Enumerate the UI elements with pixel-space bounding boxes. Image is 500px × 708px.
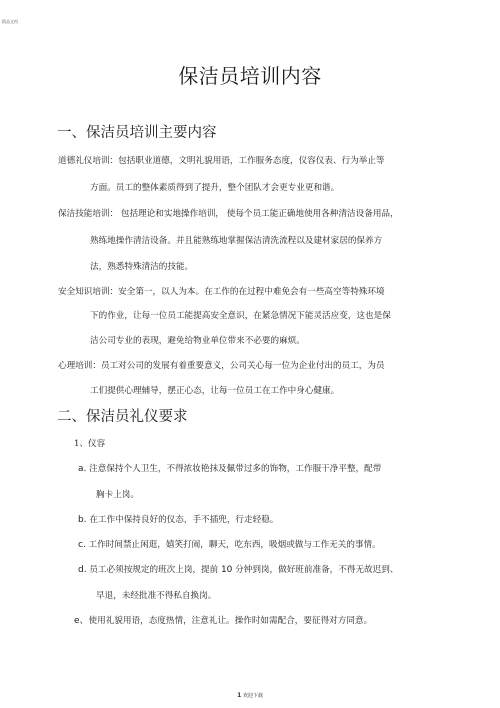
list-text: 工作时间禁止闲逛，嬉笑打闹，聊天，吃东西，吸烟或做与工作无关的事情。 xyxy=(88,540,381,550)
page-number: 1 xyxy=(237,692,242,699)
list-text: 在工作中保持良好的仪态，手不插兜，行走轻稳。 xyxy=(89,515,279,525)
paragraph-line: 道德礼仪培训：包括职业道德，文明礼貌用语，工作服务态度，仪容仪表、行为举止等 xyxy=(58,156,385,166)
paragraph-line: 下的作业，让每一位员工能提高安全意识，在紧急情况下能灵活应变，这也是保 xyxy=(90,311,391,321)
list-text: 使用礼貌用语，态度热情，注意礼让。操作时如需配合，要征得对方同意。 xyxy=(88,616,373,626)
paragraph-line: 心理培训：员工对公司的发展有着重要意义，公司关心每一位为企业付出的员工，为员 xyxy=(58,361,385,371)
list-marker: e、 xyxy=(74,616,89,626)
page-title: 保洁员培训内容 xyxy=(178,64,322,88)
list-item-continuation: 胸卡上岗。 xyxy=(96,490,139,500)
list-marker: d. xyxy=(78,565,87,575)
footer-label: 欢迎下载 xyxy=(242,693,263,699)
list-item-e xyxy=(74,613,372,626)
paragraph-line: 洁公司专业的表现，避免给物业单位带来不必要的麻烦。 xyxy=(90,336,305,346)
paragraph-line: 工们提供心理辅导，摆正心态，让每一位员工在工作中身心健康。 xyxy=(90,386,340,396)
paragraph-line: 安全知识培训：安全第一，以人为本。在工作的在过程中难免会有一些高空等特殊环境 xyxy=(58,287,385,297)
sub-heading: 1、仪容 xyxy=(74,439,106,449)
list-number: 10 xyxy=(220,565,233,575)
list-marker: a. xyxy=(78,464,87,474)
page-footer xyxy=(0,692,500,699)
section-heading-1: 一、保洁员培训主要内容 xyxy=(57,125,217,141)
paragraph-line: 方面。员工的整体素质得到了提升，整个团队才会更专业更和谐。 xyxy=(90,183,340,193)
list-item-d xyxy=(78,563,398,575)
list-text: 注意保持个人卫生，不得浓妆艳抹及佩带过多的饰物，工作服干净平整，配带 xyxy=(89,464,382,474)
list-item-continuation: 早退，未经批准不得私自换岗。 xyxy=(96,591,217,601)
list-item-a xyxy=(78,462,381,474)
section-heading-2: 二、保洁员礼仪要求 xyxy=(57,409,188,425)
corner-watermark: 精品文档 xyxy=(2,19,18,24)
list-marker: c. xyxy=(78,540,86,550)
list-marker: b. xyxy=(78,515,87,525)
list-text: 员工必须按规定的班次上岗，提前 xyxy=(89,565,221,575)
list-text: 分钟到岗，做好班前准备，不得无故迟到、 xyxy=(232,565,399,575)
paragraph-line: 熟练地操作清洁设备。并且能熟练地掌握保洁清洗流程以及建材家居的保养方 xyxy=(90,236,383,246)
list-item-b xyxy=(78,513,278,525)
paragraph-line: 法，熟悉特殊清洁的技能。 xyxy=(90,262,194,272)
list-item-c xyxy=(78,538,381,550)
paragraph-line: 保洁技能培训： 包括理论和实地操作培训， 使每个员工能正确地使用各种清洁设备用品， xyxy=(58,209,399,219)
